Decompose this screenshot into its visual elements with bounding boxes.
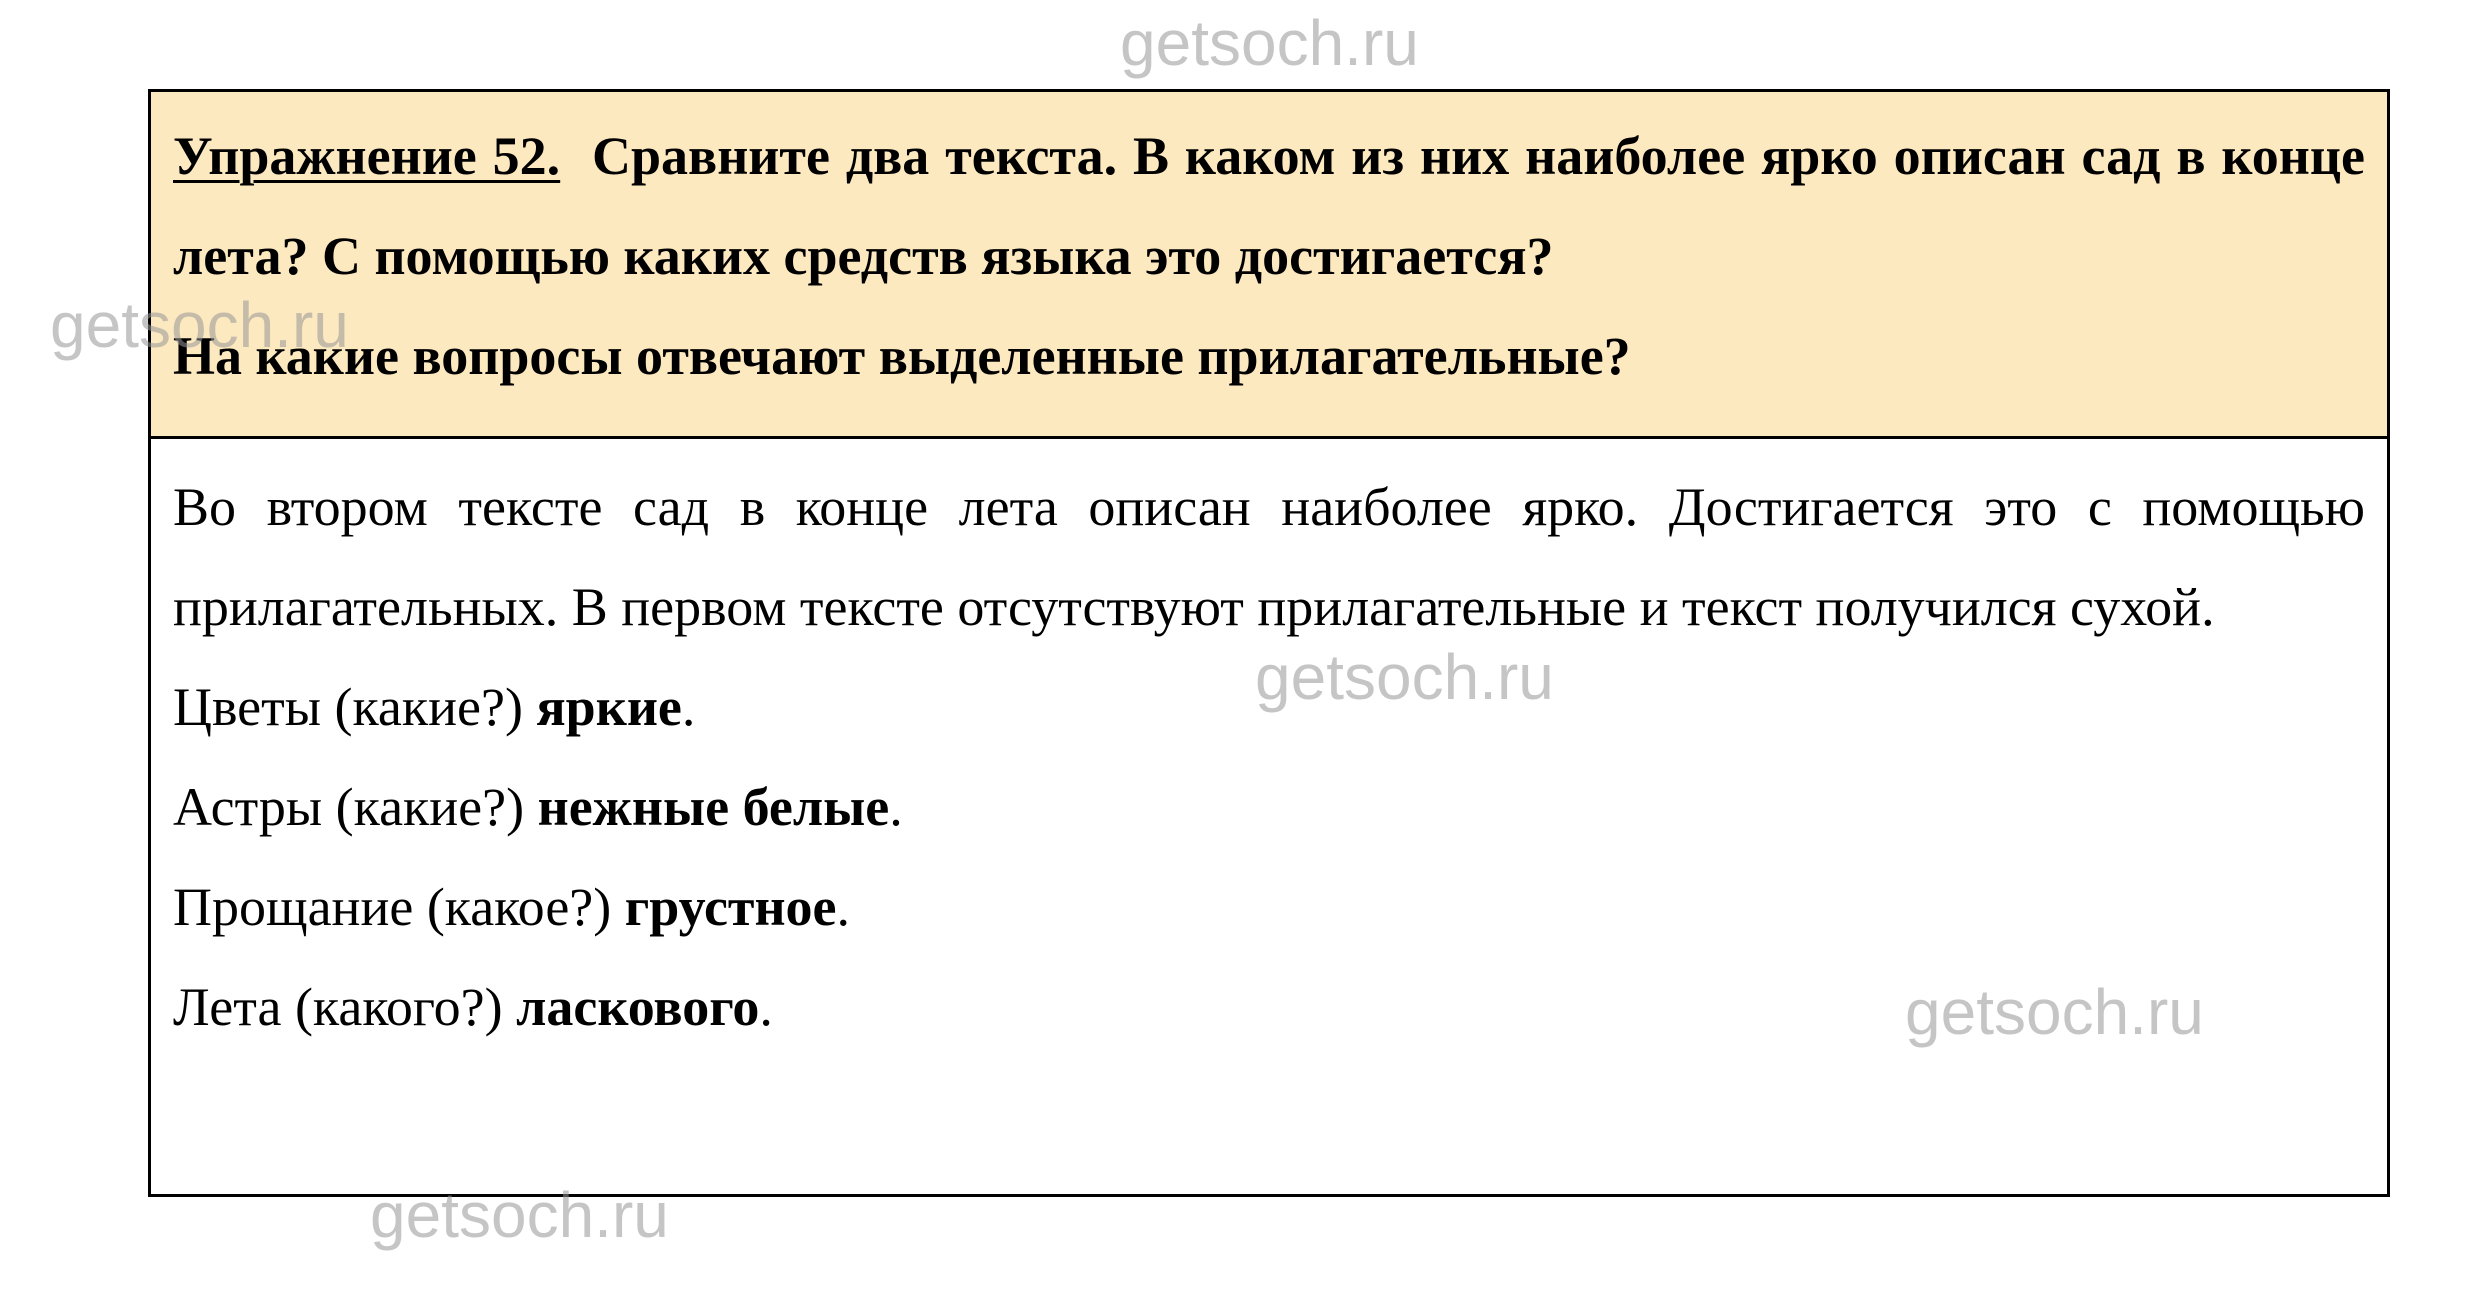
question-word: (какие?) [335,777,525,837]
exercise-question [173,106,2365,306]
period: . [889,777,903,837]
answer-paragraph: Во втором тексте сад в конце лета описан наиболее ярко. Достигается это с помощью прилагательных. В первом тексте отсутствуют прилагательные и текст получился сухой. [173,477,2365,637]
watermark: getsoch.ru [50,289,349,361]
exercise-table [148,89,2390,1197]
period: . [681,677,696,737]
adjective: яркие [536,677,682,737]
question-word: (какого?) [294,977,503,1037]
watermark: getsoch.ru [1120,7,1419,79]
watermark: getsoch.ru [1255,641,1554,713]
noun: Прощание [173,877,414,937]
question-text: Сравните два текста. В каком из них наиболее ярко описан сад в конце лета? С помощью каких средств языка это достигается? [173,126,2366,286]
question-word: (какое?) [426,877,612,937]
adjective: ласкового [516,977,760,1037]
answer-line [173,757,2365,857]
answer-cell [151,439,2387,1057]
noun: Астры [173,777,323,837]
answer-line [173,857,2365,957]
question-subtext: На какие вопросы отвечают выделенные прилагательные? [173,326,1631,386]
noun: Лета [173,977,282,1037]
question-word: (какие?) [334,677,523,737]
watermark: getsoch.ru [1905,976,2204,1048]
period: . [759,977,773,1037]
adjective: грустное [624,877,837,937]
exercise-number: Упражнение 52. [173,126,561,186]
adjective: нежные белые [537,777,890,837]
answer-line [173,957,2365,1057]
exercise-question-cell [151,92,2387,439]
period: . [836,877,851,937]
answer-line [173,657,2365,757]
noun: Цветы [173,677,322,737]
watermark: getsoch.ru [370,1179,669,1251]
